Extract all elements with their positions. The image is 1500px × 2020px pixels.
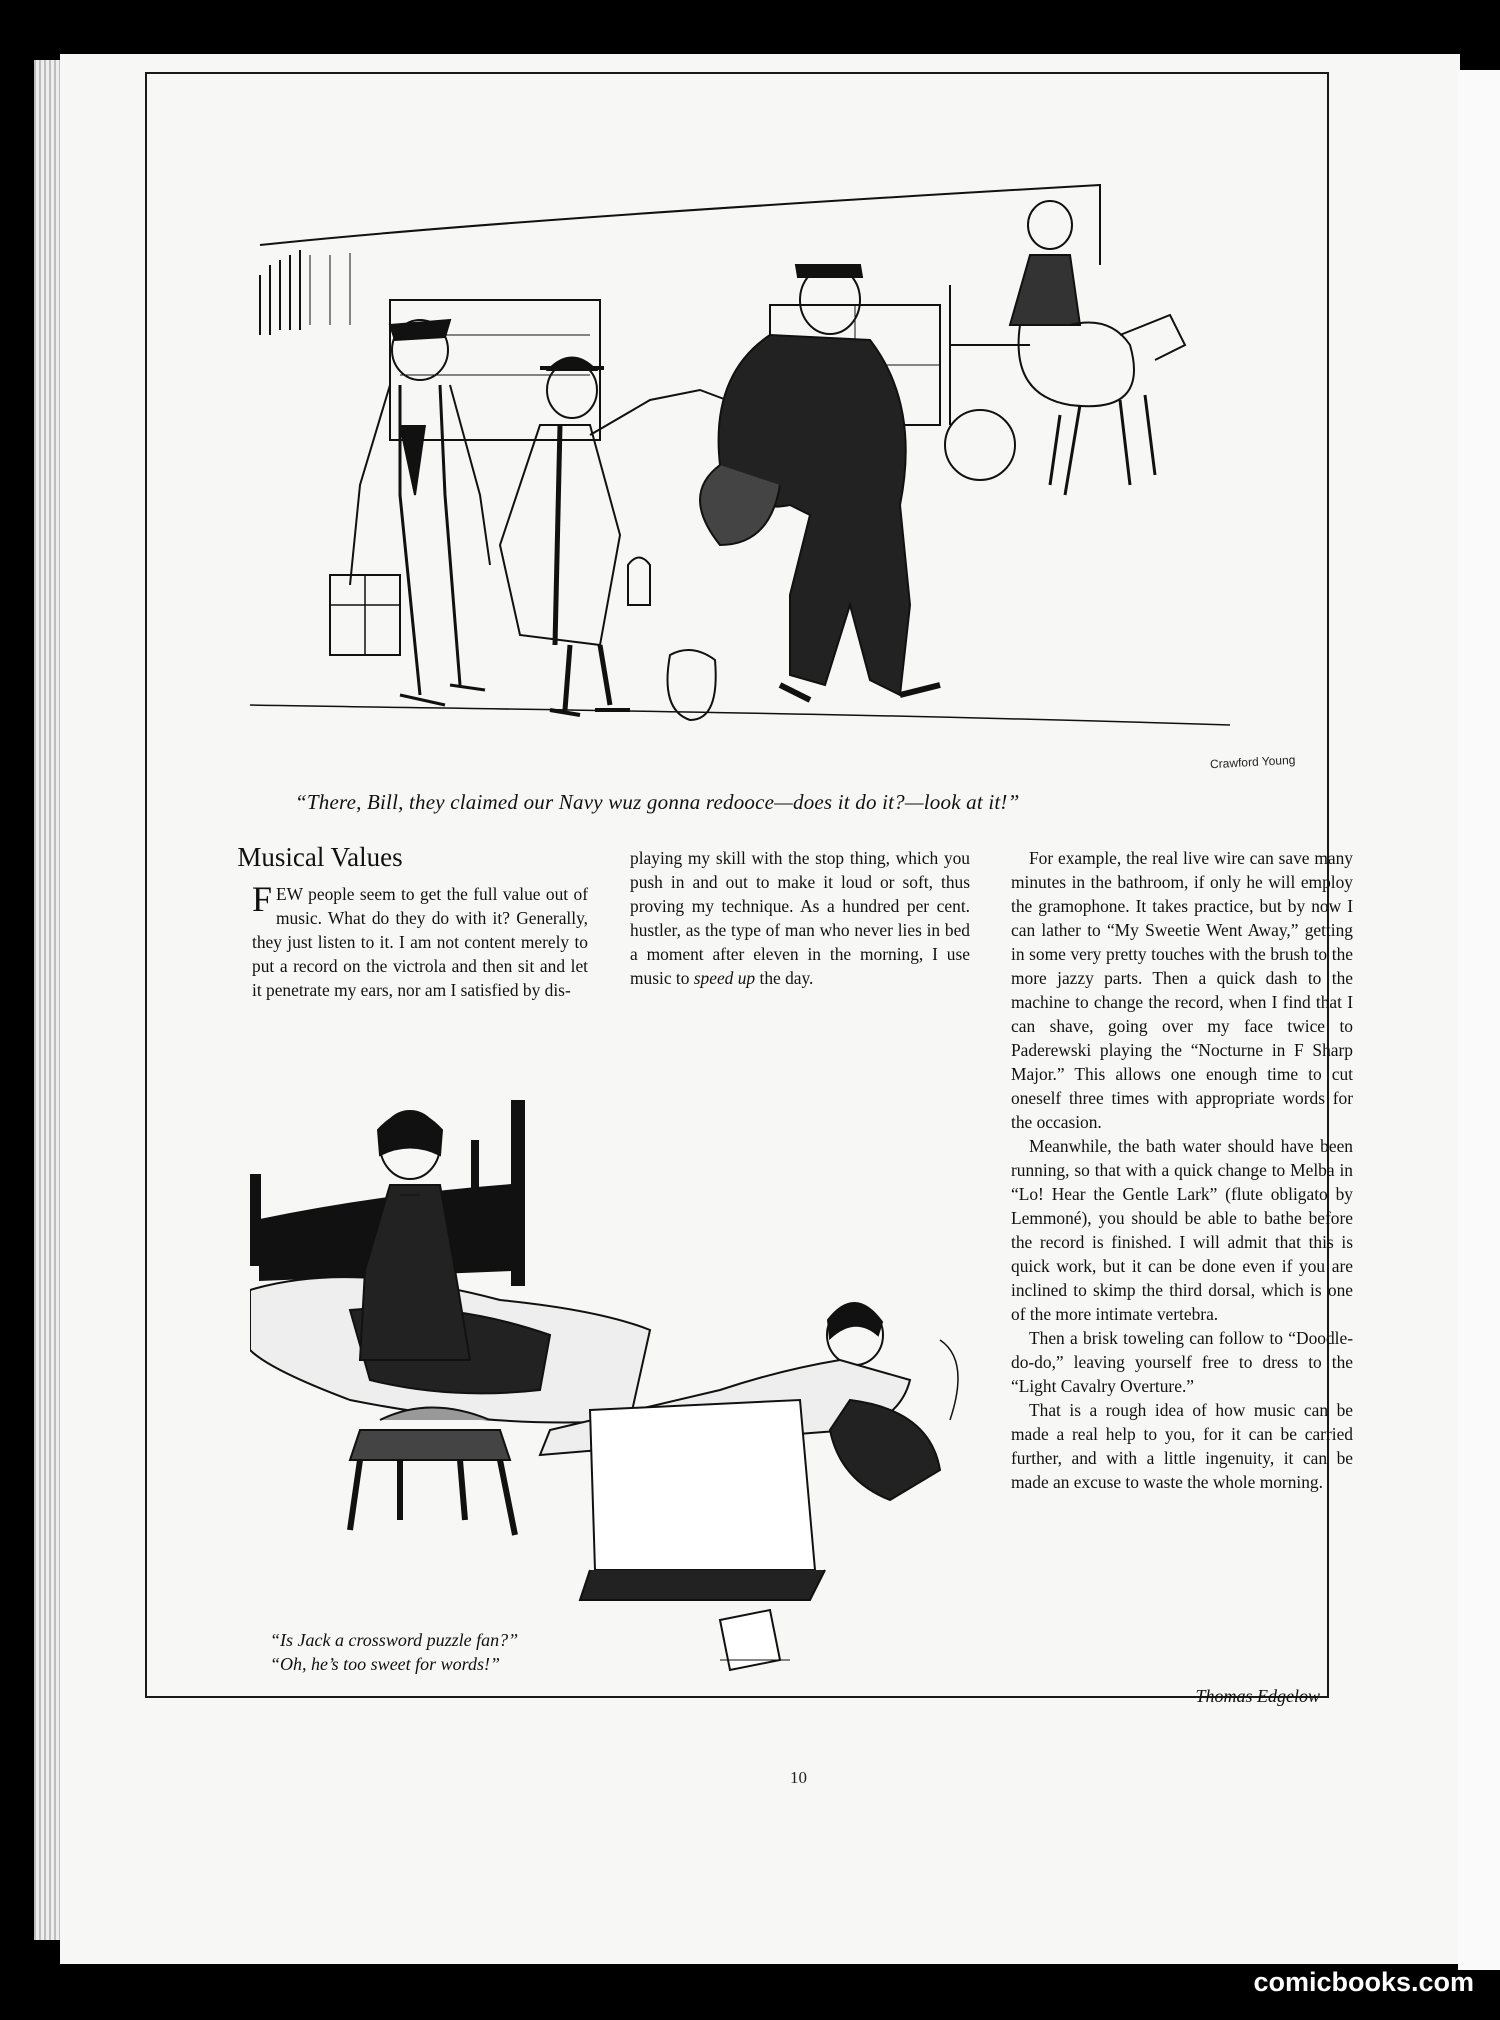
bottom-caption-line-1: “Is Jack a crossword puzzle fan?” <box>270 1630 519 1650</box>
top-cartoon-illustration <box>250 165 1320 780</box>
page-number: 10 <box>790 1768 807 1787</box>
article-col2-emphasis: speed up <box>693 968 756 988</box>
article-col3-paragraph-4: That is a rough idea of how music can be made a real help to you, for it can be carried further, and with a little ingenuity, it can be made an excuse to waste the whole morning. <box>1011 1400 1353 1492</box>
top-cartoon-caption: “There, Bill, they claimed our Navy wuz gonna redooce—does it do it?—look at it!” <box>295 790 1020 814</box>
article-col2-text: playing my skill with the stop thing, which you push in and out to make it loud or soft, thus proving my technique. As a hundred per cent. hustler, as the type of man who never lies in bed a moment after eleven in the morning, I use music to <box>630 848 970 988</box>
article-col3-paragraph-3: Then a brisk toweling can follow to “Doodle-do-do,” leaving yourself free to dress to the “Light Cavalry Overture.” <box>1011 1328 1353 1396</box>
article-column-1 <box>252 879 588 1002</box>
bottom-cartoon-caption <box>270 1628 630 1676</box>
article-title: Musical Values <box>237 842 403 872</box>
article-dropcap: F <box>252 879 273 919</box>
top-cartoon-artist-signature: Crawford Young <box>1209 752 1296 772</box>
article-col2-end: the day. <box>759 968 814 988</box>
article-column-3 <box>1011 846 1353 1494</box>
article-col3-paragraph-2: Meanwhile, the bath water should have been running, so that with a quick change to Melba in “Lo! Hear the Gentle Lark” (flute obligato by Lemmoné), you should be able to bathe before the record is finished. I will admit that this is quick work, but it can be done even if you are inclined to skimp the third dorsal, which is one of the more intimate vertebra. <box>1011 1136 1353 1324</box>
facing-page-edge <box>1458 70 1500 1970</box>
site-watermark: comicbooks.com <box>1253 1967 1474 1997</box>
bottom-cartoon-illustration <box>250 1100 990 1690</box>
bottom-caption-line-2: “Oh, he’s too sweet for words!” <box>270 1654 501 1674</box>
article-col3-paragraph-1: For example, the real live wire can save many minutes in the bathroom, if only he will employ the gramophone. It takes practice, but by now I can lather to “My Sweetie Went Away,” getting in some very pretty touches with the brush to the more jazzy parts. Then a quick dash to the machine to change the record, when I find that I can shave, going over my face twice to Paderewski playing the “Nocturne in F Sharp Major.” This allows one enough time to cut oneself three times with appropriate words for the occasion. <box>1011 848 1353 1132</box>
article-column-2 <box>630 846 970 990</box>
article-col1-text: EW people seem to get the full value out of music. What do they do with it? Generally, they just listen to it. I am not content merely to put a record on the victrola and then sit and let it penetrate my ears, nor am I satisfied by dis- <box>252 884 588 1000</box>
article-author-signature: Thomas Edgelow <box>1195 1686 1320 1706</box>
